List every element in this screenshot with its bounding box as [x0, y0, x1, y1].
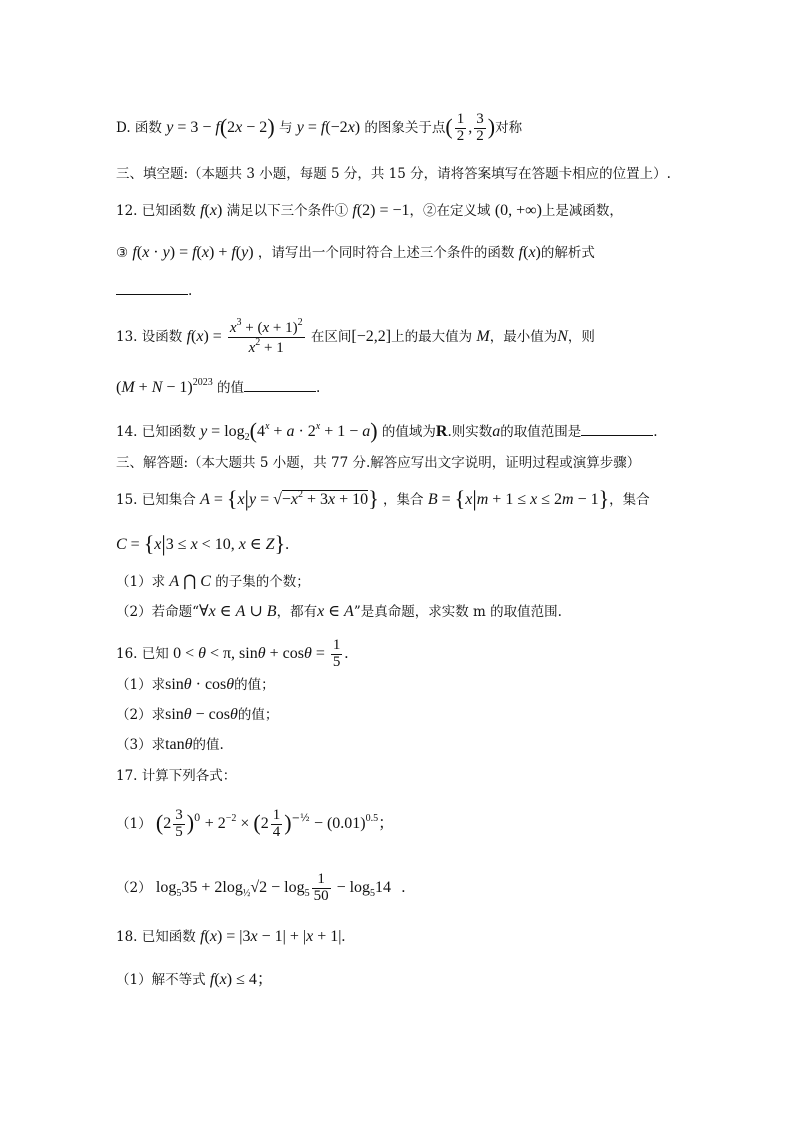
question-15-line2: C = {x|3 ≤ x < 10, x ∈ Z}.	[116, 531, 290, 556]
question-15-part1: （1）求 A ⋂ C 的子集的个数；	[116, 573, 310, 590]
question-16: 16. 已知 0 < θ < π, sinθ + cosθ = $\frac{1}{5}$ .	[116, 637, 349, 670]
question-17-part2: （2） $\log_535 + 2\log_{\frac{1}{2}}√2 - \log_5$ $\frac{1}{50}$ − $\log_514$ .	[116, 871, 406, 904]
question-14: 14. 已知函数 $y = \log_2(4^x + a \cdot 2^x + 1 - a)$ 的值域为R.则实数a的取值范围是 .	[116, 418, 658, 443]
option-d-label: D. 函数	[116, 119, 162, 136]
question-12-answer-blank[interactable]: .	[116, 282, 192, 299]
question-14-answer-blank[interactable]	[581, 423, 653, 436]
question-15-line1: 15. 已知集合 $A = \{x|y = √-x^2 + 3x + 10\}$ ，集合 B = {x|m + 1 ≤ x ≤ 2m − 1}，集合	[116, 486, 650, 511]
question-12-line1: 12. 已知函数 f(x) 满足以下三个条件① f(2) = −1，②在定义域 (0, +∞)上是减函数，	[116, 202, 623, 219]
question-15-part2: （2）若命题“∀x ∈ A ∪ B，都有x ∈ A”是真命题，求实数 m 的取值范围.	[116, 603, 562, 620]
section-fill-in-header: 三、填空题:（本题共 3 小题，每题 5 分，共 15 分，请将答案填写在答题卡相应的位置上）.	[116, 166, 671, 182]
question-12-line2: ③ f(x · y) = f(x) + f(y) ，请写出一个同时符合上述三个条件的函数 f(x)的解析式	[116, 244, 595, 261]
question-17-part1: （1） (2 $\frac{3}{5}$ )$^0 + 2^{-2} \times (2$ $\frac{1}{4}$ )$^{-\frac{1}{2}} - (0.01)^{0.5}$；	[116, 807, 395, 840]
question-17: 17. 计算下列各式：	[116, 768, 237, 784]
question-13-line2: $(M + N - 1)^{2023}$ 的值 .	[116, 377, 321, 396]
question-16-part2: （2）求sinθ − cosθ的值；	[116, 706, 279, 723]
question-13-line1: 13. 设函数 f(x) = $\frac{x^3 + (x + 1)^2}{x^2 + 1}$ 在区间[−2,2]上的最大值为 M，最小值为N，则	[116, 317, 595, 356]
question-13-answer-blank[interactable]	[244, 379, 316, 392]
question-18: 18. 已知函数 f(x) = |3x − 1| + |x + 1|.	[116, 928, 346, 945]
question-16-part1: （1）求sinθ · cosθ的值；	[116, 676, 275, 693]
section-solution-header: 三、解答题:（本大题共 5 小题，共 77 分.解答应写出文字说明，证明过程或演算步骤）	[116, 455, 641, 471]
question-18-part1: （1）解不等式 f(x) ≤ 4；	[116, 971, 273, 988]
option-d: D. 函数 y = 3 − f(2x − 2) 与 y = f(−2x) 的图象关于点( $\frac{1}{2}$ , $\frac{3}{2}$ )对称	[116, 111, 523, 144]
question-16-part3: （3）求tanθ的值.	[116, 736, 224, 753]
